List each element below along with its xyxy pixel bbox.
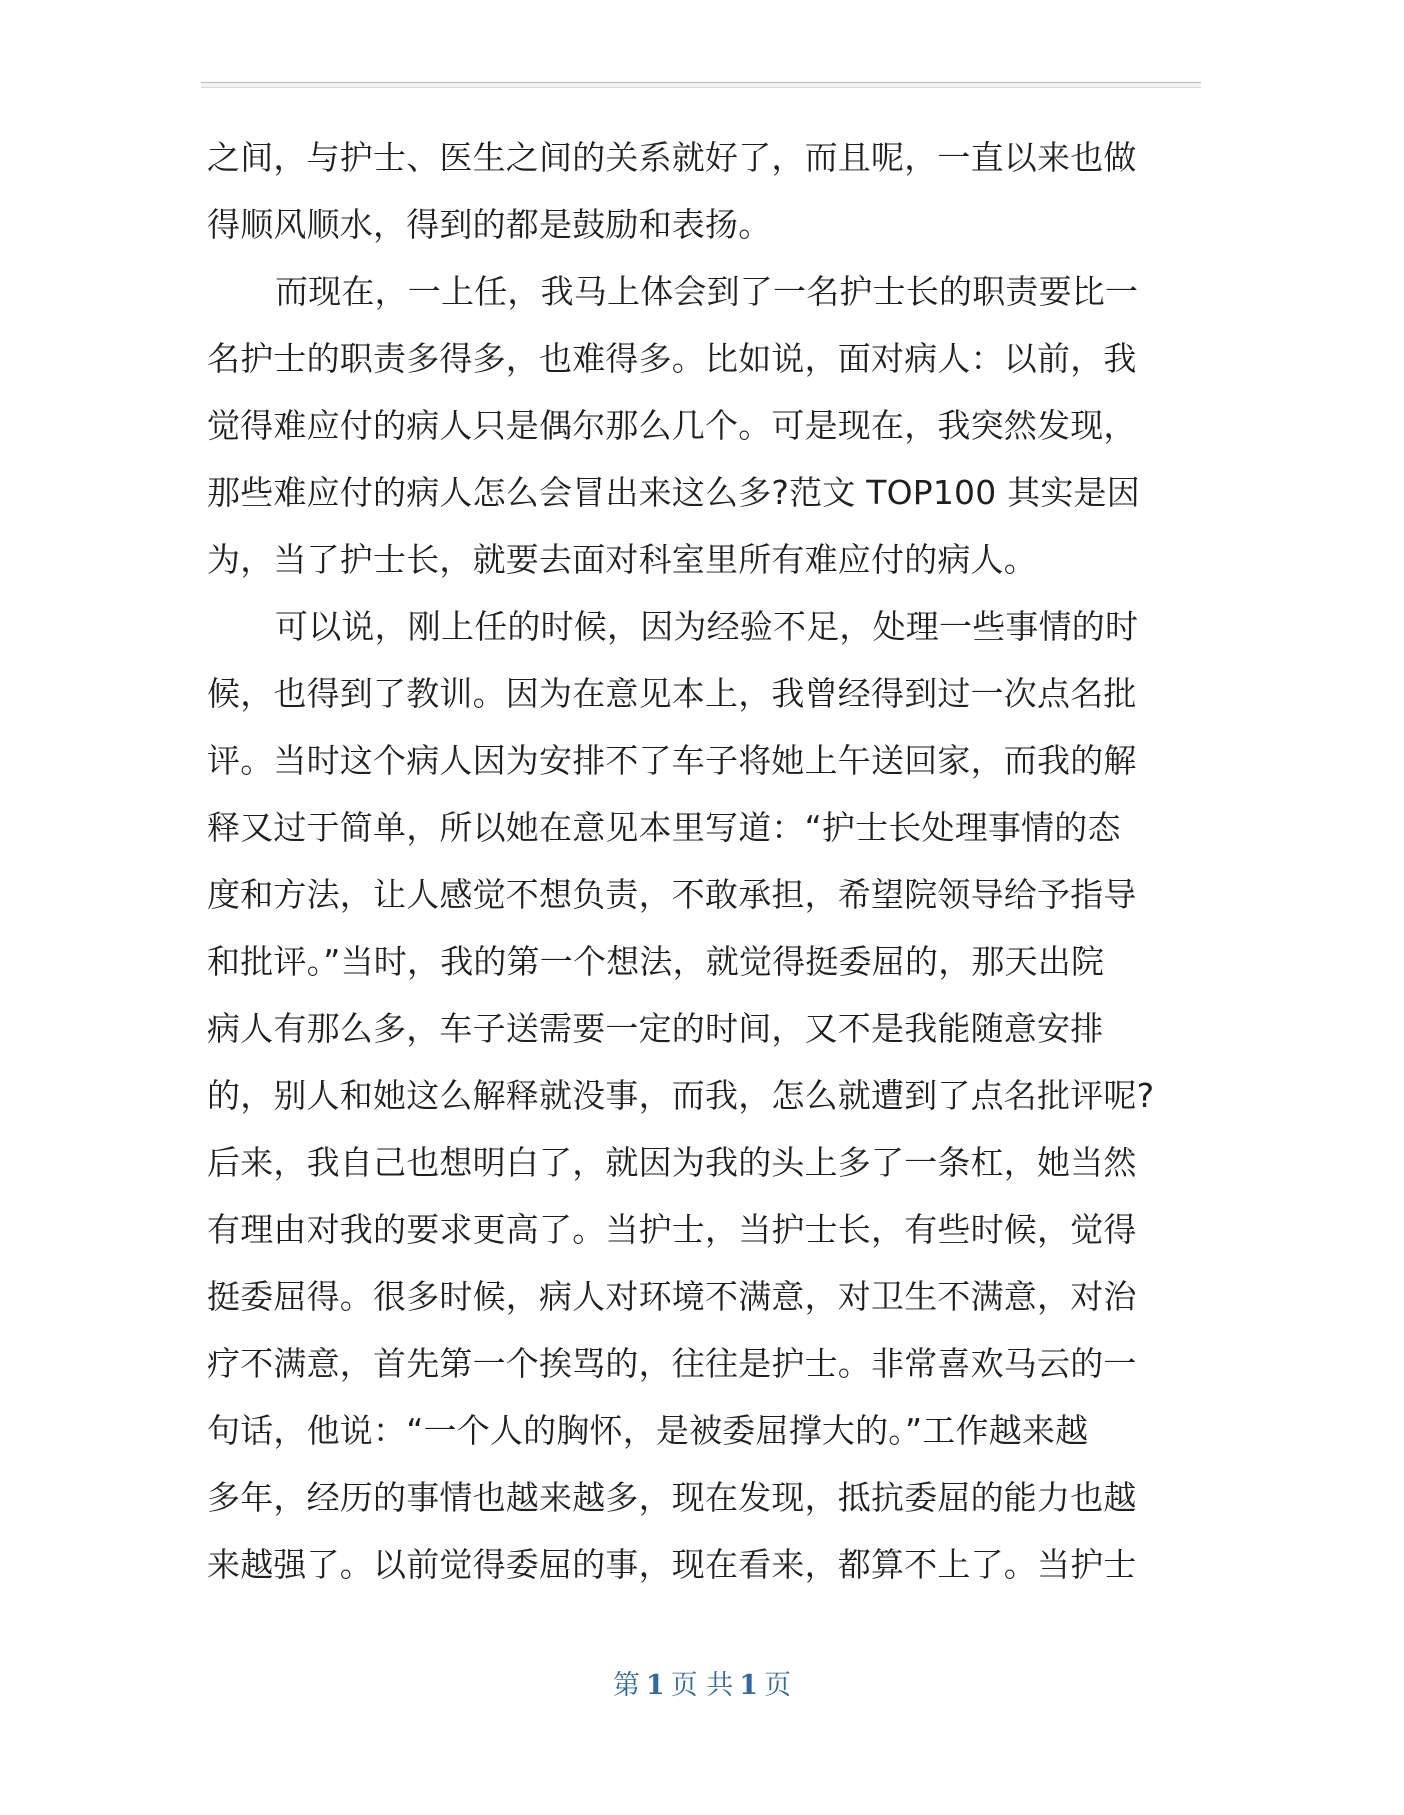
header-rule xyxy=(201,82,1201,88)
text-line: 后来，我自己也想明白了，就因为我的头上多了一条杠，她当然 xyxy=(207,1143,1137,1182)
text-line: 有理由对我的要求更高了。当护士，当护士长，有些时候，觉得 xyxy=(207,1210,1137,1249)
total-page-number: 1 xyxy=(739,1670,759,1701)
text-line: 候，也得到了教训。因为在意见本上，我曾经得到过一次点名批 xyxy=(207,674,1137,713)
text-line: 可以说，刚上任的时候，因为经验不足，处理一些事情的时 xyxy=(275,607,1139,646)
current-page-number: 1 xyxy=(645,1670,665,1701)
text-line: 为，当了护士长，就要去面对科室里所有难应付的病人。 xyxy=(207,540,1037,579)
footer-suffix: 页 xyxy=(764,1670,792,1701)
text-line: 病人有那么多，车子送需要一定的时间，又不是我能随意安排 xyxy=(207,1009,1104,1048)
text-line: 的，别人和她这么解释就没事，而我，怎么就遭到了点名批评呢? xyxy=(207,1076,1155,1115)
text-line: 多年，经历的事情也越来越多，现在发现，抵抗委屈的能力也越 xyxy=(207,1478,1137,1517)
page-footer xyxy=(0,1666,1404,1706)
document-body xyxy=(207,124,1207,1598)
footer-middle: 页 共 xyxy=(670,1670,734,1701)
text-line: 那些难应付的病人怎么会冒出来这么多?范文 TOP100 其实是因 xyxy=(207,473,1140,512)
text-line: 而现在，一上任，我马上体会到了一名护士长的职责要比一 xyxy=(275,272,1139,311)
footer-prefix: 第 xyxy=(612,1670,640,1701)
text-line: 挺委屈得。很多时候，病人对环境不满意，对卫生不满意，对治 xyxy=(207,1277,1137,1316)
text-line: 名护士的职责多得多，也难得多。比如说，面对病人：以前，我 xyxy=(207,339,1137,378)
text-line: 评。当时这个病人因为安排不了车子将她上午送回家，而我的解 xyxy=(207,741,1137,780)
text-line: 觉得难应付的病人只是偶尔那么几个。可是现在，我突然发现， xyxy=(207,406,1137,445)
text-line: 度和方法，让人感觉不想负责，不敢承担，希望院领导给予指导 xyxy=(207,875,1137,914)
text-line: 得顺风顺水，得到的都是鼓励和表扬。 xyxy=(207,205,772,244)
text-line: 之间，与护士、医生之间的关系就好了，而且呢，一直以来也做 xyxy=(207,138,1137,177)
text-line: 句话，他说：“一个人的胸怀，是被委屈撑大的。”工作越来越 xyxy=(207,1411,1089,1450)
text-line: 来越强了。以前觉得委屈的事，现在看来，都算不上了。当护士 xyxy=(207,1545,1137,1584)
text-line: 和批评。”当时，我的第一个想法，就觉得挺委屈的，那天出院 xyxy=(207,942,1105,981)
text-line: 释又过于简单，所以她在意见本里写道：“护士长处理事情的态 xyxy=(207,808,1121,847)
text-line: 疗不满意，首先第一个挨骂的，往往是护士。非常喜欢马云的一 xyxy=(207,1344,1137,1383)
